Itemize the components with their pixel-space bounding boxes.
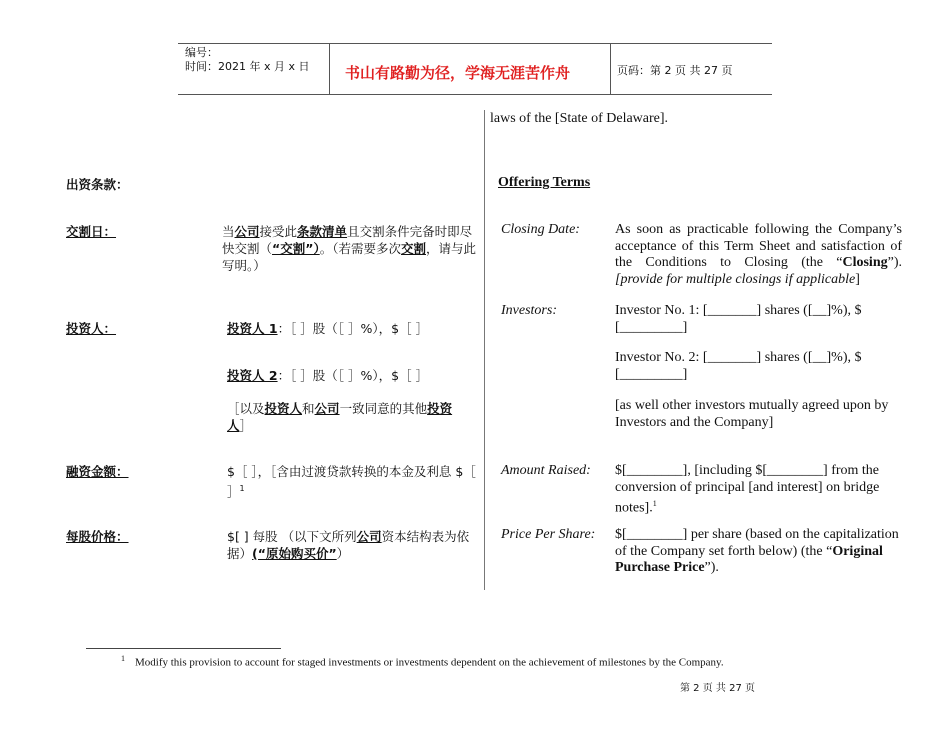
header-motto: 书山有路勤为径，学海无涯苦作舟 — [345, 64, 571, 82]
amount-footnote-ref-en: 1 — [652, 499, 657, 508]
footnote-rule — [86, 648, 281, 649]
footer-page-number: 第 2 页 共 27 页 — [680, 683, 755, 694]
investors-other-cn: ［以及投资人和公司一致同意的其他投资人］ — [227, 401, 453, 433]
investor1-cn: 投资人 1：［ ］股（［ ］%），$［ ］ — [227, 321, 429, 336]
header-number-label: 编号： — [185, 46, 218, 59]
offering-heading-en: Offering Terms — [498, 175, 591, 190]
closing-text-en: As soon as practicable following the Company’s acceptance of this Term Sheet and satisfaction of the Conditions to Closing (the “Closing”). [provide for multiple closings if applicable] — [615, 222, 902, 287]
investor2-cn: 投资人 2：［ ］股（［ ］%），$［ ］ — [227, 368, 429, 383]
delaware-line: laws of the [State of Delaware]. — [490, 111, 669, 126]
offering-heading-cn: 出资条款： — [66, 177, 129, 192]
amount-text-en: $[________], [including $[________] from the conversion of principal [and interest] on bridge notes].$^1$ — [615, 463, 880, 516]
price-label-cn: 每股价格： — [66, 529, 129, 544]
amount-label-en: Amount Raised: — [501, 463, 591, 478]
closing-text-cn: 当公司接受此条款清单且交割条件完备时即尽快交割（“交割”）。（若需要多次交割，请与此写明。） — [222, 224, 476, 273]
header-bottom-rule — [178, 94, 772, 95]
price-text-cn: $[ ] 每股 （以下文所列公司资本结构表为依据）(“原始购买价”） — [227, 529, 470, 561]
investors-label-cn: 投资人： — [66, 321, 117, 336]
amount-text-cn: $［ ］，［含由过渡贷款转换的本金及利息 $［ ］$^1$ — [227, 464, 476, 500]
amount-footnote-ref-cn: 1 — [239, 484, 245, 493]
header-divider-1 — [329, 44, 330, 95]
price-label-en: Price Per Share: — [501, 527, 596, 542]
header-top-rule — [178, 43, 772, 44]
price-text-en: $[________] per share (based on the capitalization of the Company set forth below) (the “Original Purchase Price”). — [615, 527, 899, 575]
header-time-label: 时间：2021 年 x 月 x 日 — [185, 60, 310, 73]
investors-label-en: Investors: — [501, 303, 557, 318]
footnote-text: Modify this provision to account for staged investments or investments dependent on the achievement of milestones by the Company. — [135, 656, 724, 669]
header-divider-2 — [610, 44, 611, 95]
investors-other-en: [as well other investors mutually agreed upon by Investors and the Company] — [615, 398, 889, 430]
closing-label-en: Closing Date: — [501, 222, 580, 237]
footnote — [121, 652, 724, 670]
column-divider — [484, 110, 485, 590]
investor1-en: Investor No. 1: [_______] shares ([__]%), $ [_________] — [615, 303, 862, 335]
closing-label-cn: 交割日： — [66, 224, 117, 239]
amount-label-cn: 融资金额： — [66, 464, 129, 479]
footnote-number: 1 — [121, 654, 125, 663]
investor2-en: Investor No. 2: [_______] shares ([__]%), $ [_________] — [615, 350, 862, 382]
header-page-label: 页码：第 2 页 共 27 页 — [617, 64, 733, 77]
